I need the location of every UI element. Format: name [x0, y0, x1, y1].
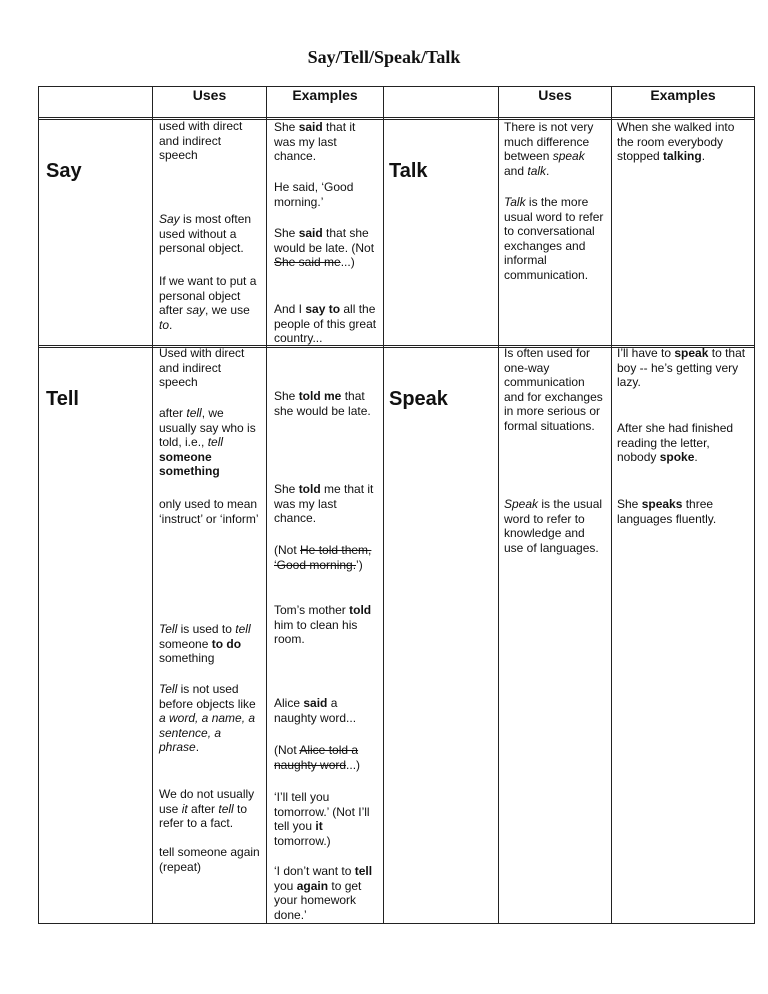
text-run: said	[298, 120, 323, 134]
text-run: to that boy -- he’s getting very lazy.	[617, 346, 746, 389]
text-run: She	[274, 120, 299, 134]
text-run: .	[546, 163, 550, 178]
cell-paragraph	[274, 302, 380, 346]
cell-paragraph	[274, 543, 380, 572]
text-run: She	[617, 497, 642, 511]
text-run: to refer to a fact.	[159, 801, 248, 830]
text-run: say	[186, 303, 206, 317]
text-run: If we want to put a personal object after	[159, 274, 257, 317]
text-run: Talk	[504, 195, 526, 209]
text-run: When she walked into the room everybody stopped	[617, 120, 735, 163]
text-run: speak	[674, 346, 709, 360]
cell-paragraph	[617, 120, 751, 164]
text-run: ‘I don’t want to	[274, 864, 355, 878]
text-run: told	[349, 603, 372, 617]
text-run: a naughty word...	[274, 696, 357, 725]
text-run: He said, ‘Good morning.’	[274, 180, 354, 209]
text-run: talking	[663, 149, 702, 163]
text-run: tell	[186, 406, 202, 420]
cell-paragraph	[274, 389, 380, 418]
cell-paragraph	[159, 497, 263, 526]
text-run: is used to	[177, 622, 236, 636]
cell-paragraph	[159, 845, 263, 874]
text-run: to	[159, 317, 170, 332]
cell-paragraph	[159, 787, 263, 831]
text-run: is not used before objects like	[159, 682, 256, 711]
text-run: tell someone again (repeat)	[159, 845, 260, 874]
text-run: only used to mean ‘instruct’ or ‘inform’	[159, 497, 259, 526]
text-run: Alice told a naughty word	[274, 743, 359, 772]
text-run: (Not	[274, 543, 301, 557]
term-speak: Speak	[389, 388, 448, 410]
text-run: you	[274, 878, 297, 893]
text-run: Tom’s mother	[274, 603, 350, 617]
cell-paragraph	[617, 346, 751, 390]
cell-paragraph	[274, 743, 380, 772]
text-run: tell	[218, 801, 234, 816]
text-run: talk	[527, 163, 547, 178]
text-run: told	[298, 482, 321, 496]
text-run: .	[694, 450, 698, 464]
text-run: tomorrow.)	[274, 833, 331, 848]
cell-paragraph	[274, 603, 380, 647]
text-run: There is not very much difference between	[504, 120, 594, 163]
text-run: used with direct and indirect speech	[159, 119, 243, 162]
text-run: tell	[354, 864, 373, 878]
text-run: She	[274, 226, 299, 240]
text-run: , we use	[205, 303, 250, 317]
text-run: three languages fluently.	[617, 497, 717, 526]
text-run: someone something	[159, 449, 220, 478]
text-run: We do not usually use	[159, 787, 255, 816]
text-run: tell	[235, 622, 251, 636]
text-run: to do	[211, 636, 242, 651]
cell-paragraph	[274, 864, 380, 922]
page-title: Say/Tell/Speak/Talk	[307, 47, 461, 67]
text-run: .	[701, 149, 706, 163]
term-tell: Tell	[46, 388, 79, 410]
text-run: is most often used without a personal object.	[159, 212, 252, 255]
text-run: that she would be late. (Not	[274, 226, 375, 255]
term-say: Say	[46, 160, 82, 182]
text-run: .	[169, 317, 173, 332]
text-run: He told them, ‘Good morning.	[274, 543, 372, 572]
text-run: me that it was my last chance.	[274, 482, 374, 525]
header-examples-2: Examples	[650, 87, 716, 103]
text-run: ...)	[340, 255, 355, 269]
text-run: all the people of this great country...	[274, 302, 377, 345]
text-run: Is often used for one-way communication and for exchanges in more serious or formal situations.	[504, 346, 603, 433]
term-talk: Talk	[389, 160, 428, 182]
cell-paragraph	[159, 274, 263, 332]
header-examples-1: Examples	[292, 87, 358, 103]
text-run: speaks	[641, 497, 683, 511]
cell-paragraph	[159, 212, 263, 256]
text-run: spoke	[659, 450, 695, 464]
text-run: Tell	[159, 622, 178, 636]
text-run: Used with direct and indirect speech	[159, 346, 245, 389]
text-run: I’ll have to	[617, 346, 675, 360]
cell-paragraph	[274, 180, 380, 209]
cell-paragraph	[617, 497, 751, 526]
text-run: Say	[159, 212, 180, 226]
text-run: something	[159, 651, 215, 665]
cell-paragraph	[504, 195, 606, 282]
text-run: is the usual word to refer to knowledge and use of languages.	[504, 497, 603, 555]
text-run: said	[303, 696, 328, 710]
cell-paragraph	[274, 696, 380, 725]
text-run: (Not	[274, 743, 300, 757]
cell-paragraph	[274, 120, 380, 164]
text-run: someone	[159, 636, 212, 651]
cell-paragraph	[274, 226, 380, 270]
text-run: said	[298, 226, 323, 240]
text-run: that it was my last chance.	[274, 120, 356, 163]
text-run: that she would be late.	[274, 389, 371, 418]
text-run: is the more usual word to refer to conversational exchanges and informal communication.	[504, 195, 604, 282]
text-run: ...)	[346, 757, 361, 772]
text-run: it	[181, 801, 188, 816]
cell-paragraph	[504, 120, 606, 178]
text-run: after	[187, 801, 219, 816]
cell-paragraph	[617, 421, 751, 465]
text-run: say to	[305, 302, 341, 316]
text-run: ’)	[356, 557, 363, 572]
header-uses-2: Uses	[538, 87, 572, 103]
cell-paragraph	[274, 482, 380, 526]
text-run: She said me	[274, 255, 341, 269]
text-run: .	[195, 740, 200, 754]
text-run: speak	[552, 149, 585, 163]
cell-paragraph	[504, 346, 606, 433]
cell-paragraph	[159, 119, 263, 163]
text-run: a word, a name, a sentence, a phrase	[159, 711, 256, 754]
text-run: , we usually say who is told, i.e.,	[159, 406, 256, 449]
text-run: Speak	[504, 497, 539, 511]
text-run: After she had finished reading the letter, nobody	[617, 421, 734, 464]
cell-paragraph	[159, 346, 263, 390]
text-run: ‘I’ll tell you tomorrow.’ (Not I’ll tell you	[274, 790, 370, 833]
cell-paragraph	[159, 682, 263, 755]
cell-paragraph	[159, 406, 263, 479]
text-run: Alice	[274, 696, 304, 710]
text-run: Tell	[159, 682, 178, 696]
header-uses-1: Uses	[192, 87, 227, 103]
text-run: She	[274, 482, 299, 496]
text-run: him to clean his room.	[274, 617, 358, 646]
text-run: and	[504, 163, 528, 178]
cell-paragraph	[274, 790, 380, 848]
cell-paragraph	[159, 622, 263, 666]
text-run: She	[274, 389, 299, 403]
text-run: it	[315, 819, 323, 833]
text-run: after	[159, 406, 187, 420]
text-run: told me	[298, 389, 342, 403]
cell-paragraph	[504, 497, 606, 555]
text-run: again	[296, 878, 329, 893]
text-run: And I	[274, 302, 306, 316]
text-run: to get your homework done.’	[274, 878, 362, 922]
text-run: tell	[207, 435, 224, 449]
